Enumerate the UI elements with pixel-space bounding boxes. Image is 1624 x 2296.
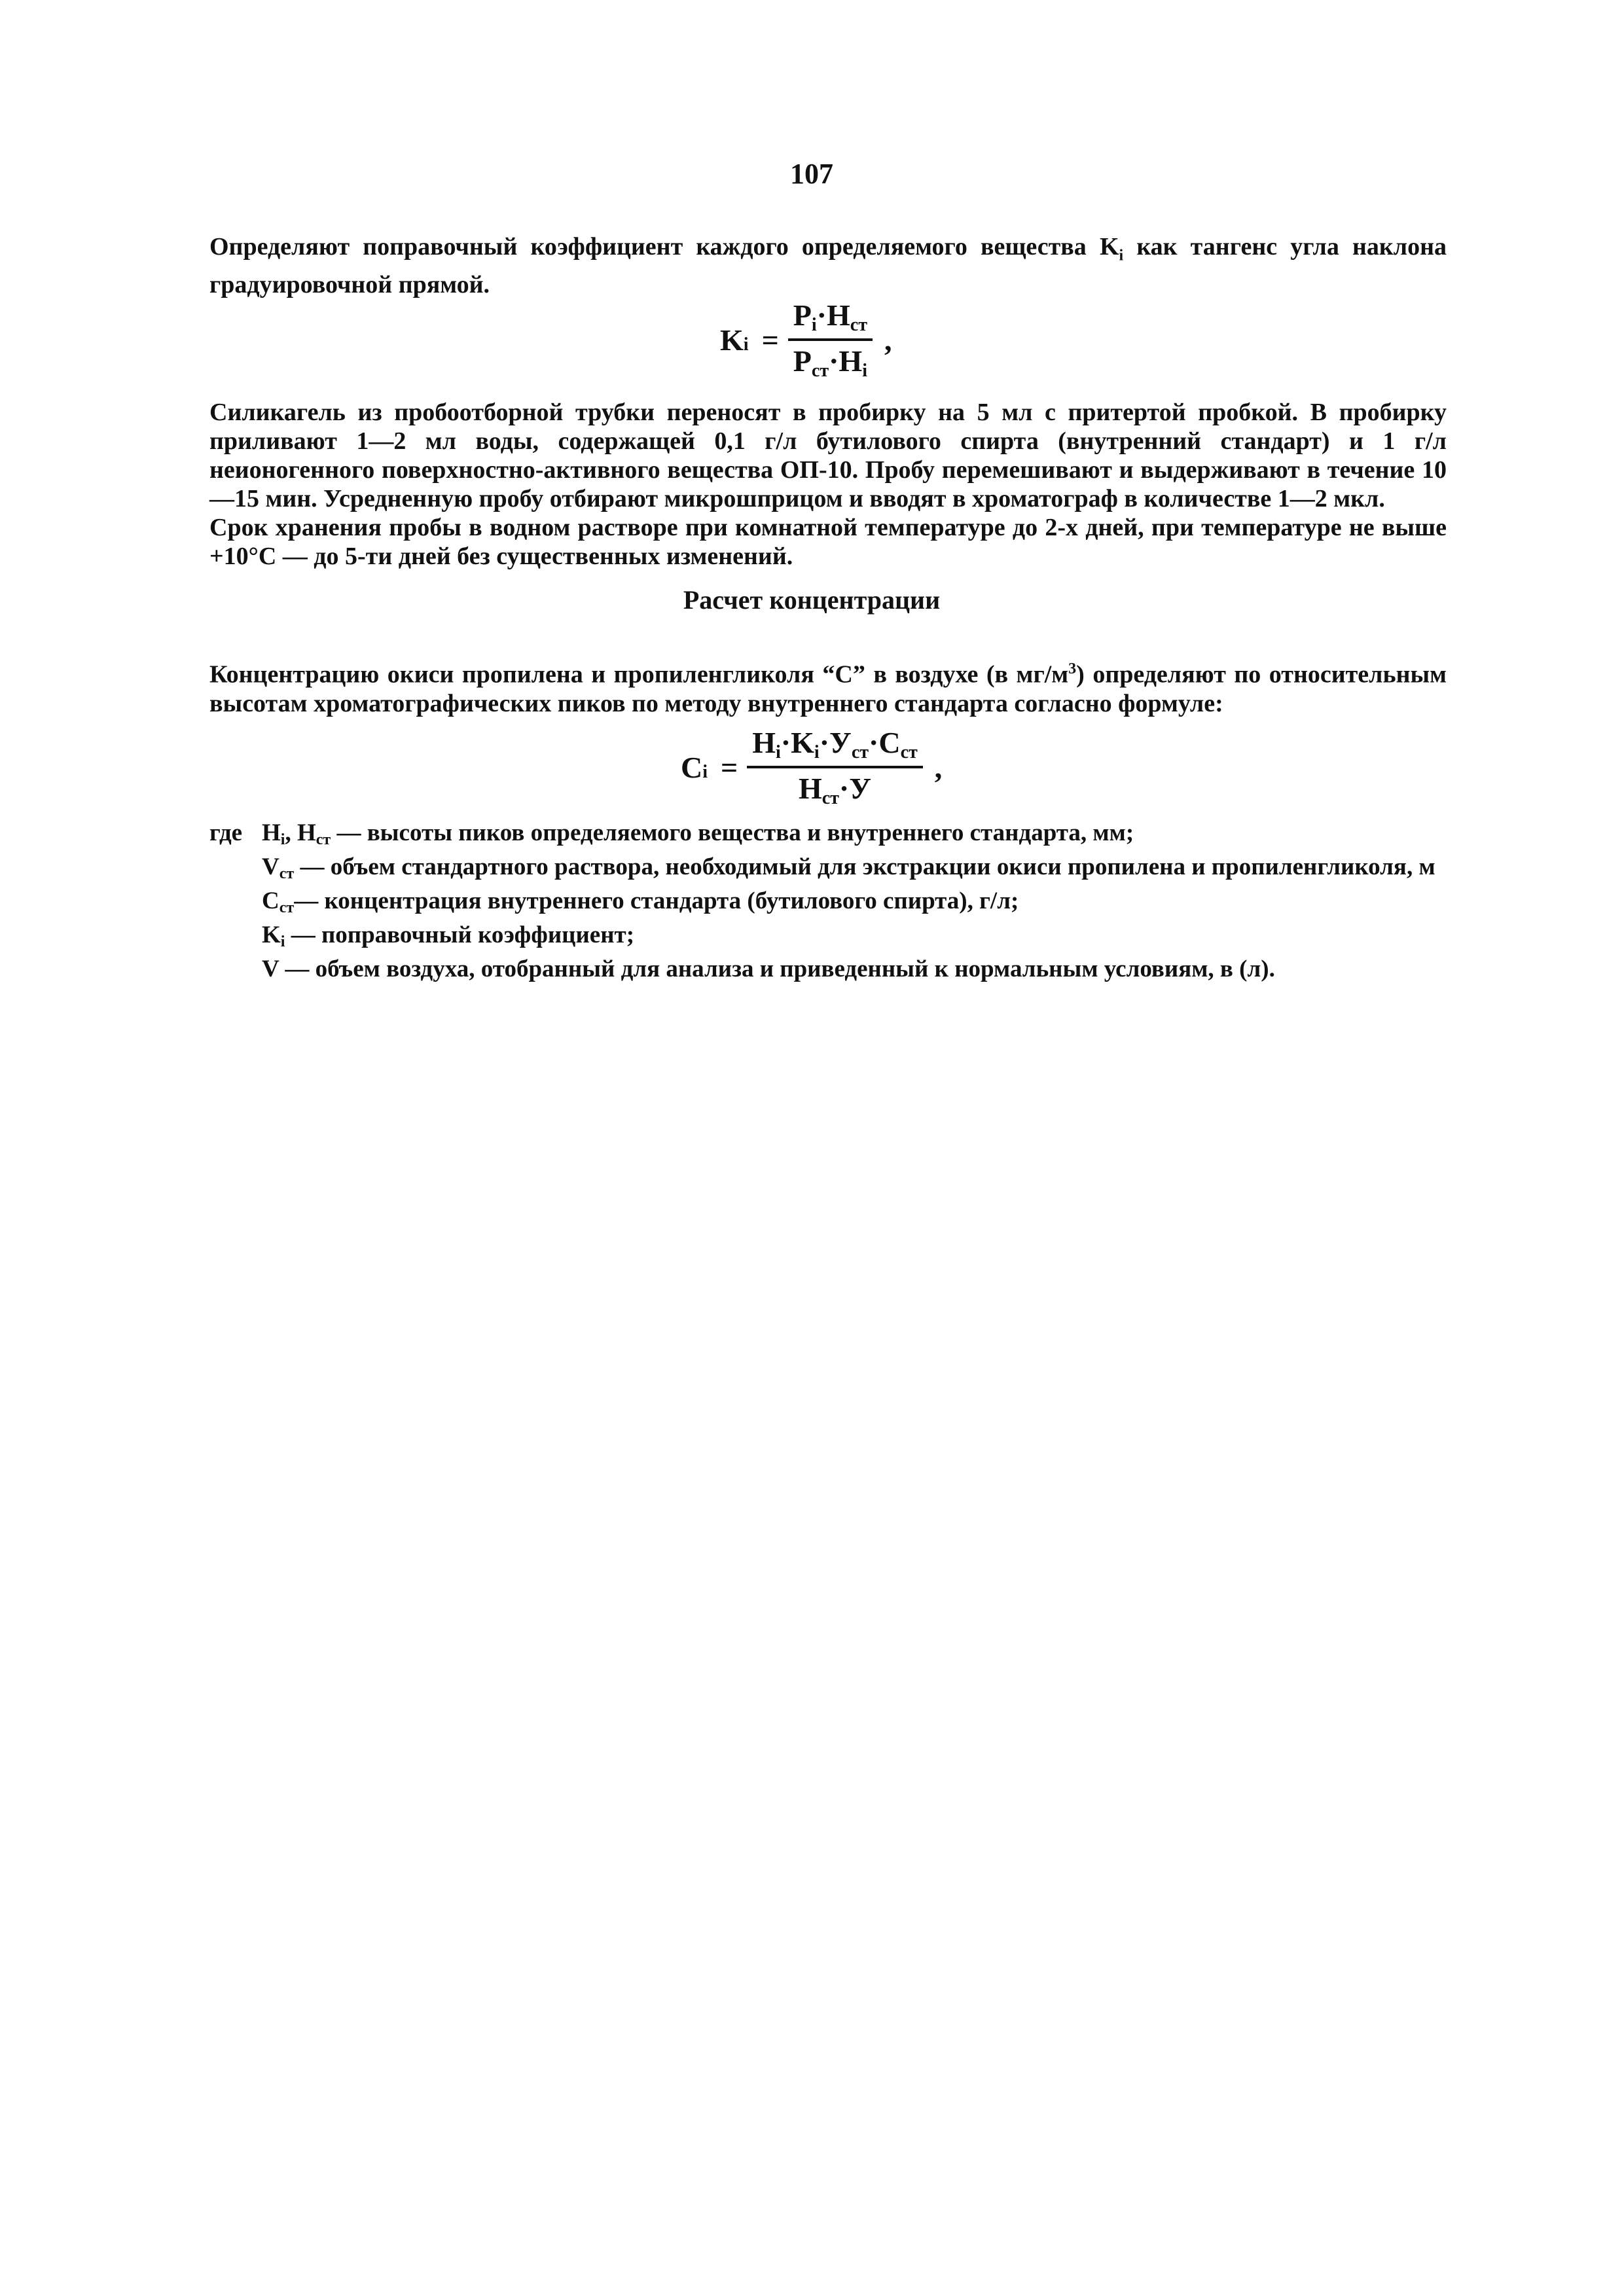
def-text: — концентрация внутреннего стандарта (бутилового спирта), г/л; bbox=[294, 888, 1019, 914]
formula1-lhs-symbol: K bbox=[720, 323, 744, 357]
formula1-den-b-sub: i bbox=[862, 361, 867, 381]
paragraph-storage: Срок хранения пробы в водном растворе при комнатной температуре до 2-х дней, при температуре не выше +10°C — до 5-ти дней без существенных изменений. bbox=[209, 514, 1447, 570]
def-symbol: C bbox=[262, 888, 280, 914]
formula2-n4-sub: ст bbox=[900, 742, 918, 762]
def-lead-spacer bbox=[209, 956, 262, 983]
def-symbol-mid: , H bbox=[285, 819, 316, 846]
formula2-dot1: · bbox=[780, 726, 791, 759]
definition-row bbox=[209, 819, 1486, 853]
formula2-d2: У bbox=[849, 772, 872, 805]
paragraph-correction-coefficient bbox=[209, 232, 1447, 299]
formula2-lhs-sub: i bbox=[702, 761, 708, 782]
formula2-lhs-symbol: C bbox=[681, 750, 703, 784]
formula2-comma: , bbox=[934, 750, 943, 784]
p1-text-b: как тангенс угла наклона градуировочной прямой. bbox=[209, 233, 1447, 298]
formula1-num-dot: · bbox=[816, 298, 827, 332]
p4-text-a: Концентрацию окиси пропилена и пропиленгликоля “C” в воздухе (в мг/м bbox=[209, 660, 1069, 689]
formula2-dot2: · bbox=[819, 726, 830, 759]
section-title: Расчет концентрации bbox=[683, 585, 941, 615]
formula-correction-coefficient bbox=[720, 298, 892, 382]
definition-row bbox=[209, 853, 1486, 888]
formula1-num-b: H bbox=[827, 298, 850, 332]
definition-item bbox=[262, 853, 1435, 888]
def-symbol: V bbox=[262, 956, 280, 982]
formula1-lhs-sub: i bbox=[743, 334, 749, 355]
definition-row bbox=[209, 888, 1486, 922]
formula1-den-b: H bbox=[839, 344, 863, 378]
p1-text-a: Определяют поправочный коэффициент каждого определяемого вещества K bbox=[209, 233, 1119, 260]
def-symbol: K bbox=[262, 922, 281, 948]
formula1-comma: , bbox=[884, 323, 892, 357]
def-text: — поправочный коэффициент; bbox=[285, 922, 635, 948]
formula1-equals: = bbox=[761, 323, 779, 357]
formula1-den-a: P bbox=[793, 344, 812, 378]
formula2-n1: H bbox=[752, 726, 776, 759]
def-symbol-sub: ст bbox=[279, 865, 295, 882]
definitions-list bbox=[209, 819, 1486, 983]
def-text: — высоты пиков определяемого вещества и внутреннего стандарта, мм; bbox=[331, 819, 1134, 846]
formula1-fraction bbox=[788, 298, 873, 382]
def-symbol-sub2: ст bbox=[316, 831, 331, 848]
formula1-den-a-sub: ст bbox=[811, 361, 829, 381]
def-symbol-sub: i bbox=[280, 933, 285, 950]
formula2-ddot: · bbox=[839, 772, 850, 805]
formula2-n2-sub: i bbox=[814, 742, 820, 762]
formula1-denominator bbox=[788, 341, 873, 382]
paragraph-sample-preparation: Силикагель из пробоотборной трубки переносят в пробирку на 5 мл с притертой пробкой. В пробирку приливают 1—2 мл воды, содержащей 0,1 г/л бутилового спирта (внутренний стандарт) и 1 г/л неионогенного поверхностно-активного вещества ОП-10. Пробу перемешивают и выдерживают в течение 10—15 мин. Усредненную пробу отбирают микрошприцом и вводят в хроматограф в количестве 1—2 мкл. bbox=[209, 399, 1447, 512]
formula1-den-dot: · bbox=[829, 344, 839, 378]
def-symbol-sub: i bbox=[280, 831, 285, 848]
def-symbol: V bbox=[262, 853, 280, 880]
definition-item bbox=[262, 819, 1134, 853]
formula2-equals: = bbox=[721, 750, 738, 784]
p4-text-b: ) определяют по относительным высотам хроматографических пиков по методу внутреннего стандарта согласно формуле: bbox=[209, 660, 1447, 717]
paragraph-concentration bbox=[209, 655, 1447, 718]
formula2-fraction bbox=[747, 725, 923, 809]
p4-sup: 3 bbox=[1068, 660, 1077, 677]
formula2-d1-sub: ст bbox=[821, 788, 839, 808]
page-number: 107 bbox=[790, 158, 833, 190]
def-lead-spacer bbox=[209, 853, 262, 888]
def-lead-spacer bbox=[209, 922, 262, 956]
def-symbol-sub: ст bbox=[279, 899, 295, 916]
formula2-lhs bbox=[681, 750, 708, 785]
formula1-num-b-sub: ст bbox=[850, 315, 867, 335]
definition-item bbox=[262, 888, 1019, 922]
formula1-numerator bbox=[788, 298, 873, 341]
definition-row bbox=[209, 922, 1486, 956]
formula2-n3-sub: ст bbox=[851, 742, 869, 762]
definitions-where: где bbox=[209, 819, 243, 846]
p1-sub: i bbox=[1119, 247, 1124, 264]
def-lead-spacer bbox=[209, 888, 262, 922]
formula1-num-a: P bbox=[793, 298, 812, 332]
formula-concentration bbox=[681, 725, 942, 809]
definition-item bbox=[262, 956, 1275, 983]
formula1-lhs bbox=[720, 323, 749, 357]
formula1-num-a-sub: i bbox=[811, 315, 817, 335]
formula2-dot3: · bbox=[869, 726, 879, 759]
def-text: — объем стандартного раствора, необходимый для экстракции окиси пропилена и пропиленгликоля, м bbox=[294, 853, 1435, 880]
def-text: — объем воздуха, отобранный для анализа и приведенный к нормальным условиям, в (л). bbox=[279, 956, 1275, 982]
formula2-n3: У bbox=[829, 726, 852, 759]
definition-row bbox=[209, 956, 1486, 983]
def-symbol: H bbox=[262, 819, 281, 846]
definition-item bbox=[262, 922, 634, 956]
formula2-denominator bbox=[793, 768, 876, 809]
formula2-d1: H bbox=[798, 772, 822, 805]
formula2-n1-sub: i bbox=[776, 742, 781, 762]
formula2-n4: C bbox=[878, 726, 901, 759]
formula2-numerator bbox=[747, 725, 923, 768]
formula2-n2: K bbox=[791, 726, 814, 759]
